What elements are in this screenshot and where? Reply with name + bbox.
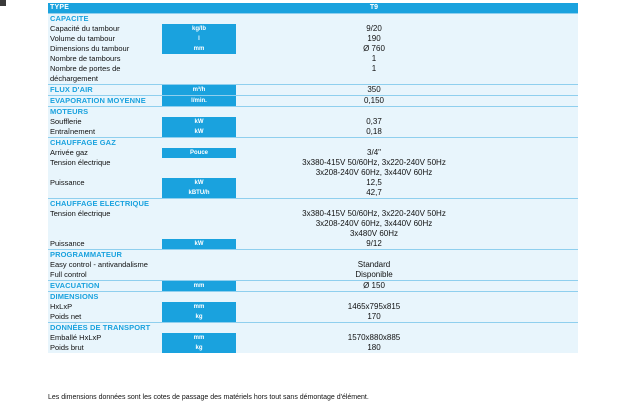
spec-label: Arrivée gaz bbox=[50, 148, 88, 157]
value-cell: 9/12 bbox=[366, 239, 382, 248]
value-cell: 180 bbox=[367, 343, 381, 352]
section-row bbox=[48, 84, 578, 95]
spec-label: Emballé HxLxP bbox=[50, 333, 102, 342]
unit-cell: kg/lb bbox=[162, 24, 236, 34]
spec-rows bbox=[48, 13, 578, 353]
unit-cell: kg bbox=[162, 343, 236, 353]
spec-label: Nombre de portes de déchargement bbox=[50, 64, 121, 83]
section-row bbox=[48, 95, 578, 106]
unit-cell: Pouce bbox=[162, 148, 236, 158]
section-title: DONNÉES DE TRANSPORT bbox=[50, 323, 151, 332]
section-row bbox=[48, 13, 578, 24]
value-cell: 3x380-415V 50/60Hz, 3x220-240V 50Hz bbox=[302, 158, 446, 167]
unit-cell bbox=[162, 168, 236, 178]
spec-label: Soufflerie bbox=[50, 117, 82, 126]
unit-cell bbox=[162, 54, 236, 64]
table-header bbox=[48, 3, 578, 13]
spec-row bbox=[48, 333, 578, 343]
section-title: MOTEURS bbox=[50, 107, 89, 116]
spec-row bbox=[48, 54, 578, 64]
unit-cell bbox=[162, 14, 236, 24]
unit-cell: kg bbox=[162, 312, 236, 322]
spec-label: Dimensions du tambour bbox=[50, 44, 130, 53]
value-cell: 3x208-240V 60Hz, 3x440V 60Hz bbox=[315, 168, 433, 177]
section-row bbox=[48, 249, 578, 260]
unit-cell: kW bbox=[162, 239, 236, 249]
value-cell: 0,150 bbox=[363, 96, 385, 105]
spec-label: Tension électrique bbox=[50, 209, 111, 218]
spec-row bbox=[48, 270, 578, 280]
unit-cell bbox=[162, 107, 236, 117]
value-cell: 170 bbox=[367, 312, 381, 321]
spec-row bbox=[48, 239, 578, 249]
unit-cell bbox=[162, 219, 236, 229]
section-row bbox=[48, 291, 578, 302]
spec-row bbox=[48, 24, 578, 34]
footnote: Les dimensions données sont les cotes de passage des matériels hors tout sans démontage d'élément. bbox=[48, 394, 369, 401]
spec-label: Full control bbox=[50, 270, 87, 279]
unit-cell bbox=[162, 199, 236, 209]
value-cell: 9/20 bbox=[366, 24, 382, 33]
spec-row bbox=[48, 34, 578, 44]
type-header: TYPE bbox=[50, 4, 70, 11]
unit-cell bbox=[162, 229, 236, 239]
spec-row bbox=[48, 302, 578, 312]
spec-label: Volume du tambour bbox=[50, 34, 116, 43]
unit-cell bbox=[162, 292, 236, 302]
spec-row bbox=[48, 127, 578, 137]
value-cell: 42,7 bbox=[366, 188, 382, 197]
value-cell: 190 bbox=[367, 34, 381, 43]
spec-label: Nombre de tambours bbox=[50, 54, 121, 63]
value-cell: 12,5 bbox=[366, 178, 382, 187]
value-cell: 0,18 bbox=[366, 127, 382, 136]
spec-row bbox=[48, 178, 578, 188]
unit-cell bbox=[162, 209, 236, 219]
value-cell: 1465x795x815 bbox=[347, 302, 401, 311]
value-cell: 3x208-240V 60Hz, 3x440V 60Hz bbox=[315, 219, 433, 228]
spec-row bbox=[48, 158, 578, 168]
spec-row bbox=[48, 312, 578, 322]
unit-cell: kW bbox=[162, 127, 236, 137]
unit-cell: mm bbox=[162, 302, 236, 312]
spec-row bbox=[48, 188, 578, 198]
unit-cell bbox=[162, 158, 236, 168]
value-cell: 0,37 bbox=[366, 117, 382, 126]
value-cell: 3x380-415V 50/60Hz, 3x220-240V 50Hz bbox=[302, 209, 446, 218]
unit-cell: mm bbox=[162, 333, 236, 343]
spec-label: Capacité du tambour bbox=[50, 24, 120, 33]
unit-cell bbox=[162, 250, 236, 260]
section-row bbox=[48, 137, 578, 148]
section-title: EVACUATION bbox=[50, 281, 100, 290]
value-cell: 1 bbox=[371, 54, 377, 63]
spec-table bbox=[48, 3, 578, 353]
spec-label: Easy control - antivandalisme bbox=[50, 260, 148, 269]
model-header: T9 bbox=[369, 4, 379, 11]
section-row bbox=[48, 322, 578, 333]
section-row bbox=[48, 198, 578, 209]
spec-label: Puissance bbox=[50, 239, 85, 248]
spec-label: HxLxP bbox=[50, 302, 73, 311]
unit-cell bbox=[162, 260, 236, 270]
value-cell: 350 bbox=[367, 85, 381, 94]
unit-cell: l bbox=[162, 34, 236, 44]
spec-row bbox=[48, 343, 578, 353]
spec-label: Puissance bbox=[50, 178, 85, 187]
section-title: CHAUFFAGE ELECTRIQUE bbox=[50, 199, 150, 208]
section-row bbox=[48, 280, 578, 291]
unit-cell: mm bbox=[162, 281, 236, 291]
value-cell: 3/4" bbox=[367, 148, 381, 157]
value-cell: Ø 150 bbox=[363, 281, 385, 290]
value-cell: Standard bbox=[357, 260, 391, 269]
section-title: FLUX D'AIR bbox=[50, 85, 93, 94]
unit-cell: m³/h bbox=[162, 85, 236, 95]
section-title: EVAPORATION MOYENNE bbox=[50, 96, 146, 105]
spec-row bbox=[48, 44, 578, 54]
spec-label: Entraînement bbox=[50, 127, 96, 136]
spec-row bbox=[48, 219, 578, 229]
spec-row bbox=[48, 168, 578, 178]
corner-mark bbox=[0, 0, 6, 6]
section-title: CAPACITE bbox=[50, 14, 89, 23]
section-title: DIMENSIONS bbox=[50, 292, 99, 301]
spec-label: Poids net bbox=[50, 312, 82, 321]
value-cell: 1 bbox=[371, 64, 377, 73]
spec-row bbox=[48, 64, 578, 84]
spec-label: Poids brut bbox=[50, 343, 84, 352]
section-title: PROGRAMMATEUR bbox=[50, 250, 122, 259]
value-cell: 1570x880x885 bbox=[347, 333, 401, 342]
unit-cell bbox=[162, 270, 236, 280]
unit-cell bbox=[162, 323, 236, 333]
unit-cell bbox=[162, 64, 236, 84]
unit-cell: mm bbox=[162, 44, 236, 54]
spec-label: Tension électrique bbox=[50, 158, 111, 167]
unit-cell: kW bbox=[162, 117, 236, 127]
value-cell: 3x480V 60Hz bbox=[349, 229, 399, 238]
spec-row bbox=[48, 209, 578, 219]
spec-row bbox=[48, 117, 578, 127]
unit-cell: kW bbox=[162, 178, 236, 188]
value-cell: Ø 760 bbox=[363, 44, 385, 53]
value-cell: Disponible bbox=[355, 270, 393, 279]
spec-row bbox=[48, 148, 578, 158]
section-row bbox=[48, 106, 578, 117]
section-title: CHAUFFAGE GAZ bbox=[50, 138, 116, 147]
spec-row bbox=[48, 260, 578, 270]
unit-cell bbox=[162, 138, 236, 148]
unit-cell: kBTU/h bbox=[162, 188, 236, 198]
spec-row bbox=[48, 229, 578, 239]
unit-cell: l/min. bbox=[162, 96, 236, 106]
